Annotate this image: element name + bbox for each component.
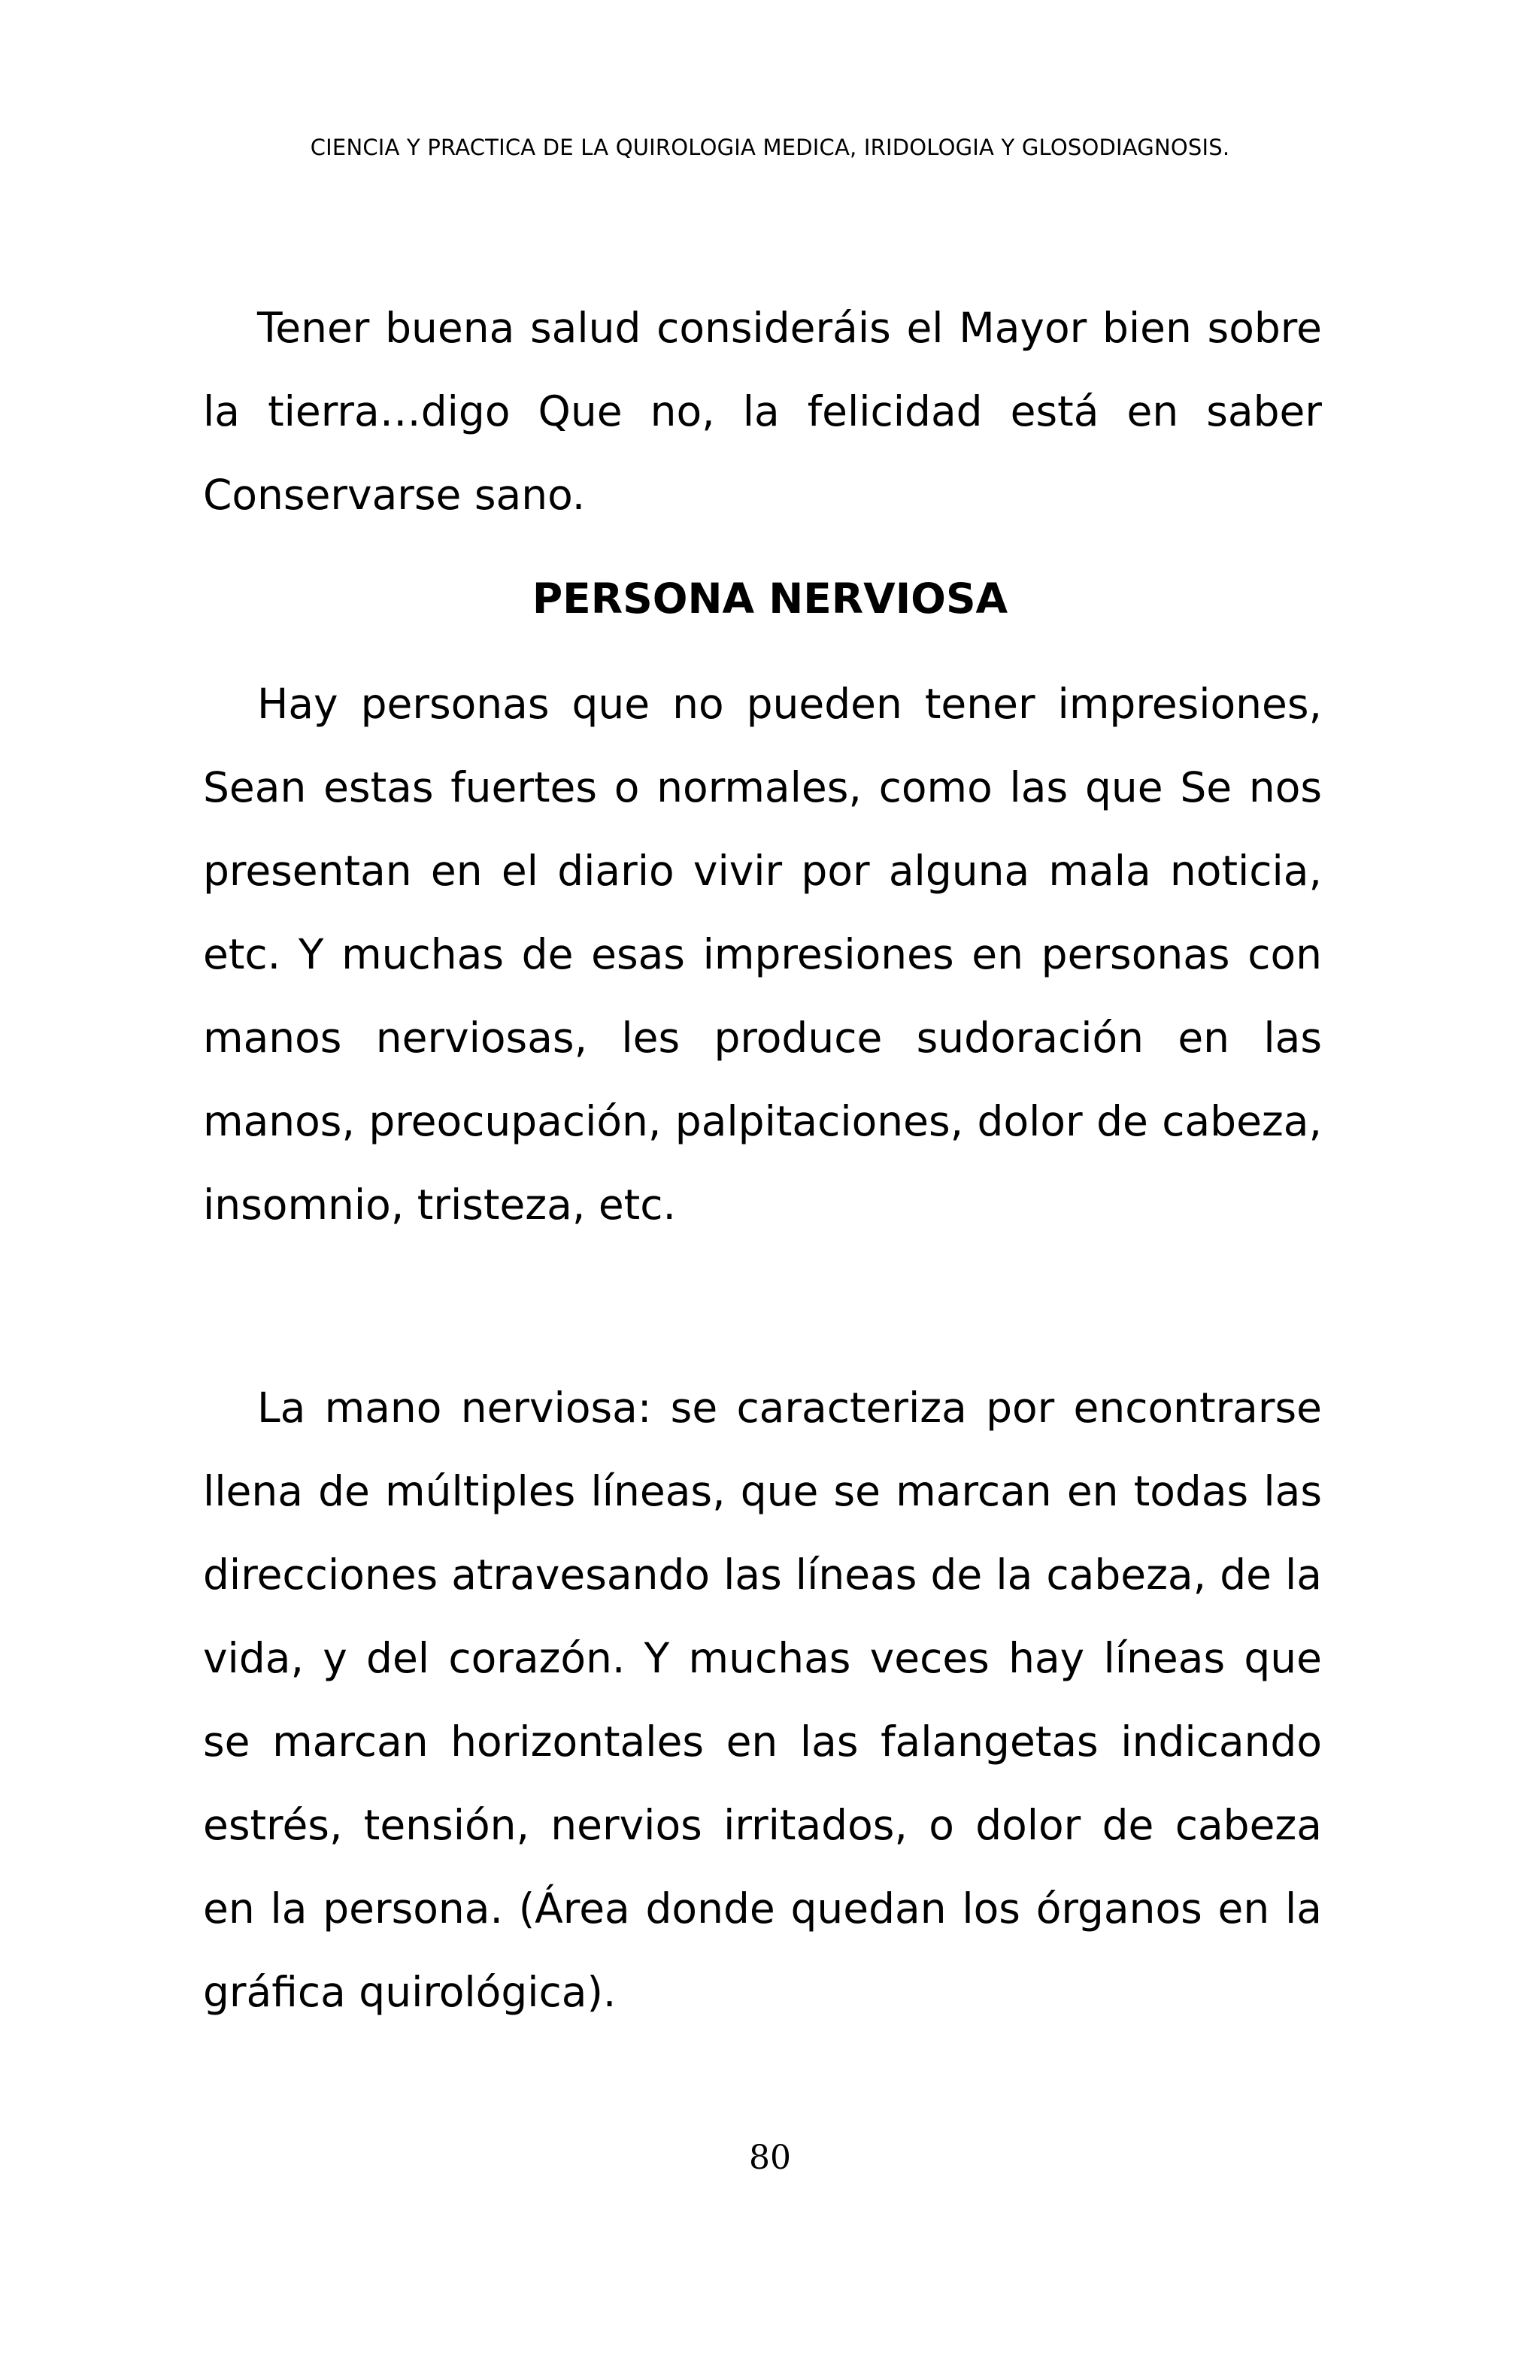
running-header: CIENCIA Y PRACTICA DE LA QUIROLOGIA MEDICA, IRIDOLOGIA Y GLOSODIAGNOSIS.: [310, 135, 1230, 160]
intro-paragraph: Tener buena salud consideráis el Mayor bien sobre la tierra…digo Que no, la felicidad está en saber Conservarse sano.: [203, 304, 1322, 519]
paragraph-nervous-person: Hay personas que no pueden tener impresiones, Sean estas fuertes o normales, como las que Se nos presentan en el diario vivir por alguna mala noticia, etc. Y muchas de esas impresiones en personas con manos nerviosas, les produce sudoración en las manos, preocupación, palpitaciones, dolor de cabeza, insomnio, tristeza, etc.: [203, 680, 1322, 1229]
section-heading: PERSONA NERVIOSA: [532, 575, 1008, 623]
page-number: 80: [749, 2139, 791, 2177]
paragraph-nervous-hand: La mano nerviosa: se caracteriza por encontrarse llena de múltiples líneas, que se marcan en todas las direcciones atravesando las líneas de la cabeza, de la vida, y del corazón. Y muchas veces hay líneas que se marcan horizontales en las falangetas indicando estrés, tensión, nervios irritados, o dolor de cabeza en la persona. (Área donde quedan los órganos en la gráfica quirológica).: [203, 1384, 1322, 2016]
